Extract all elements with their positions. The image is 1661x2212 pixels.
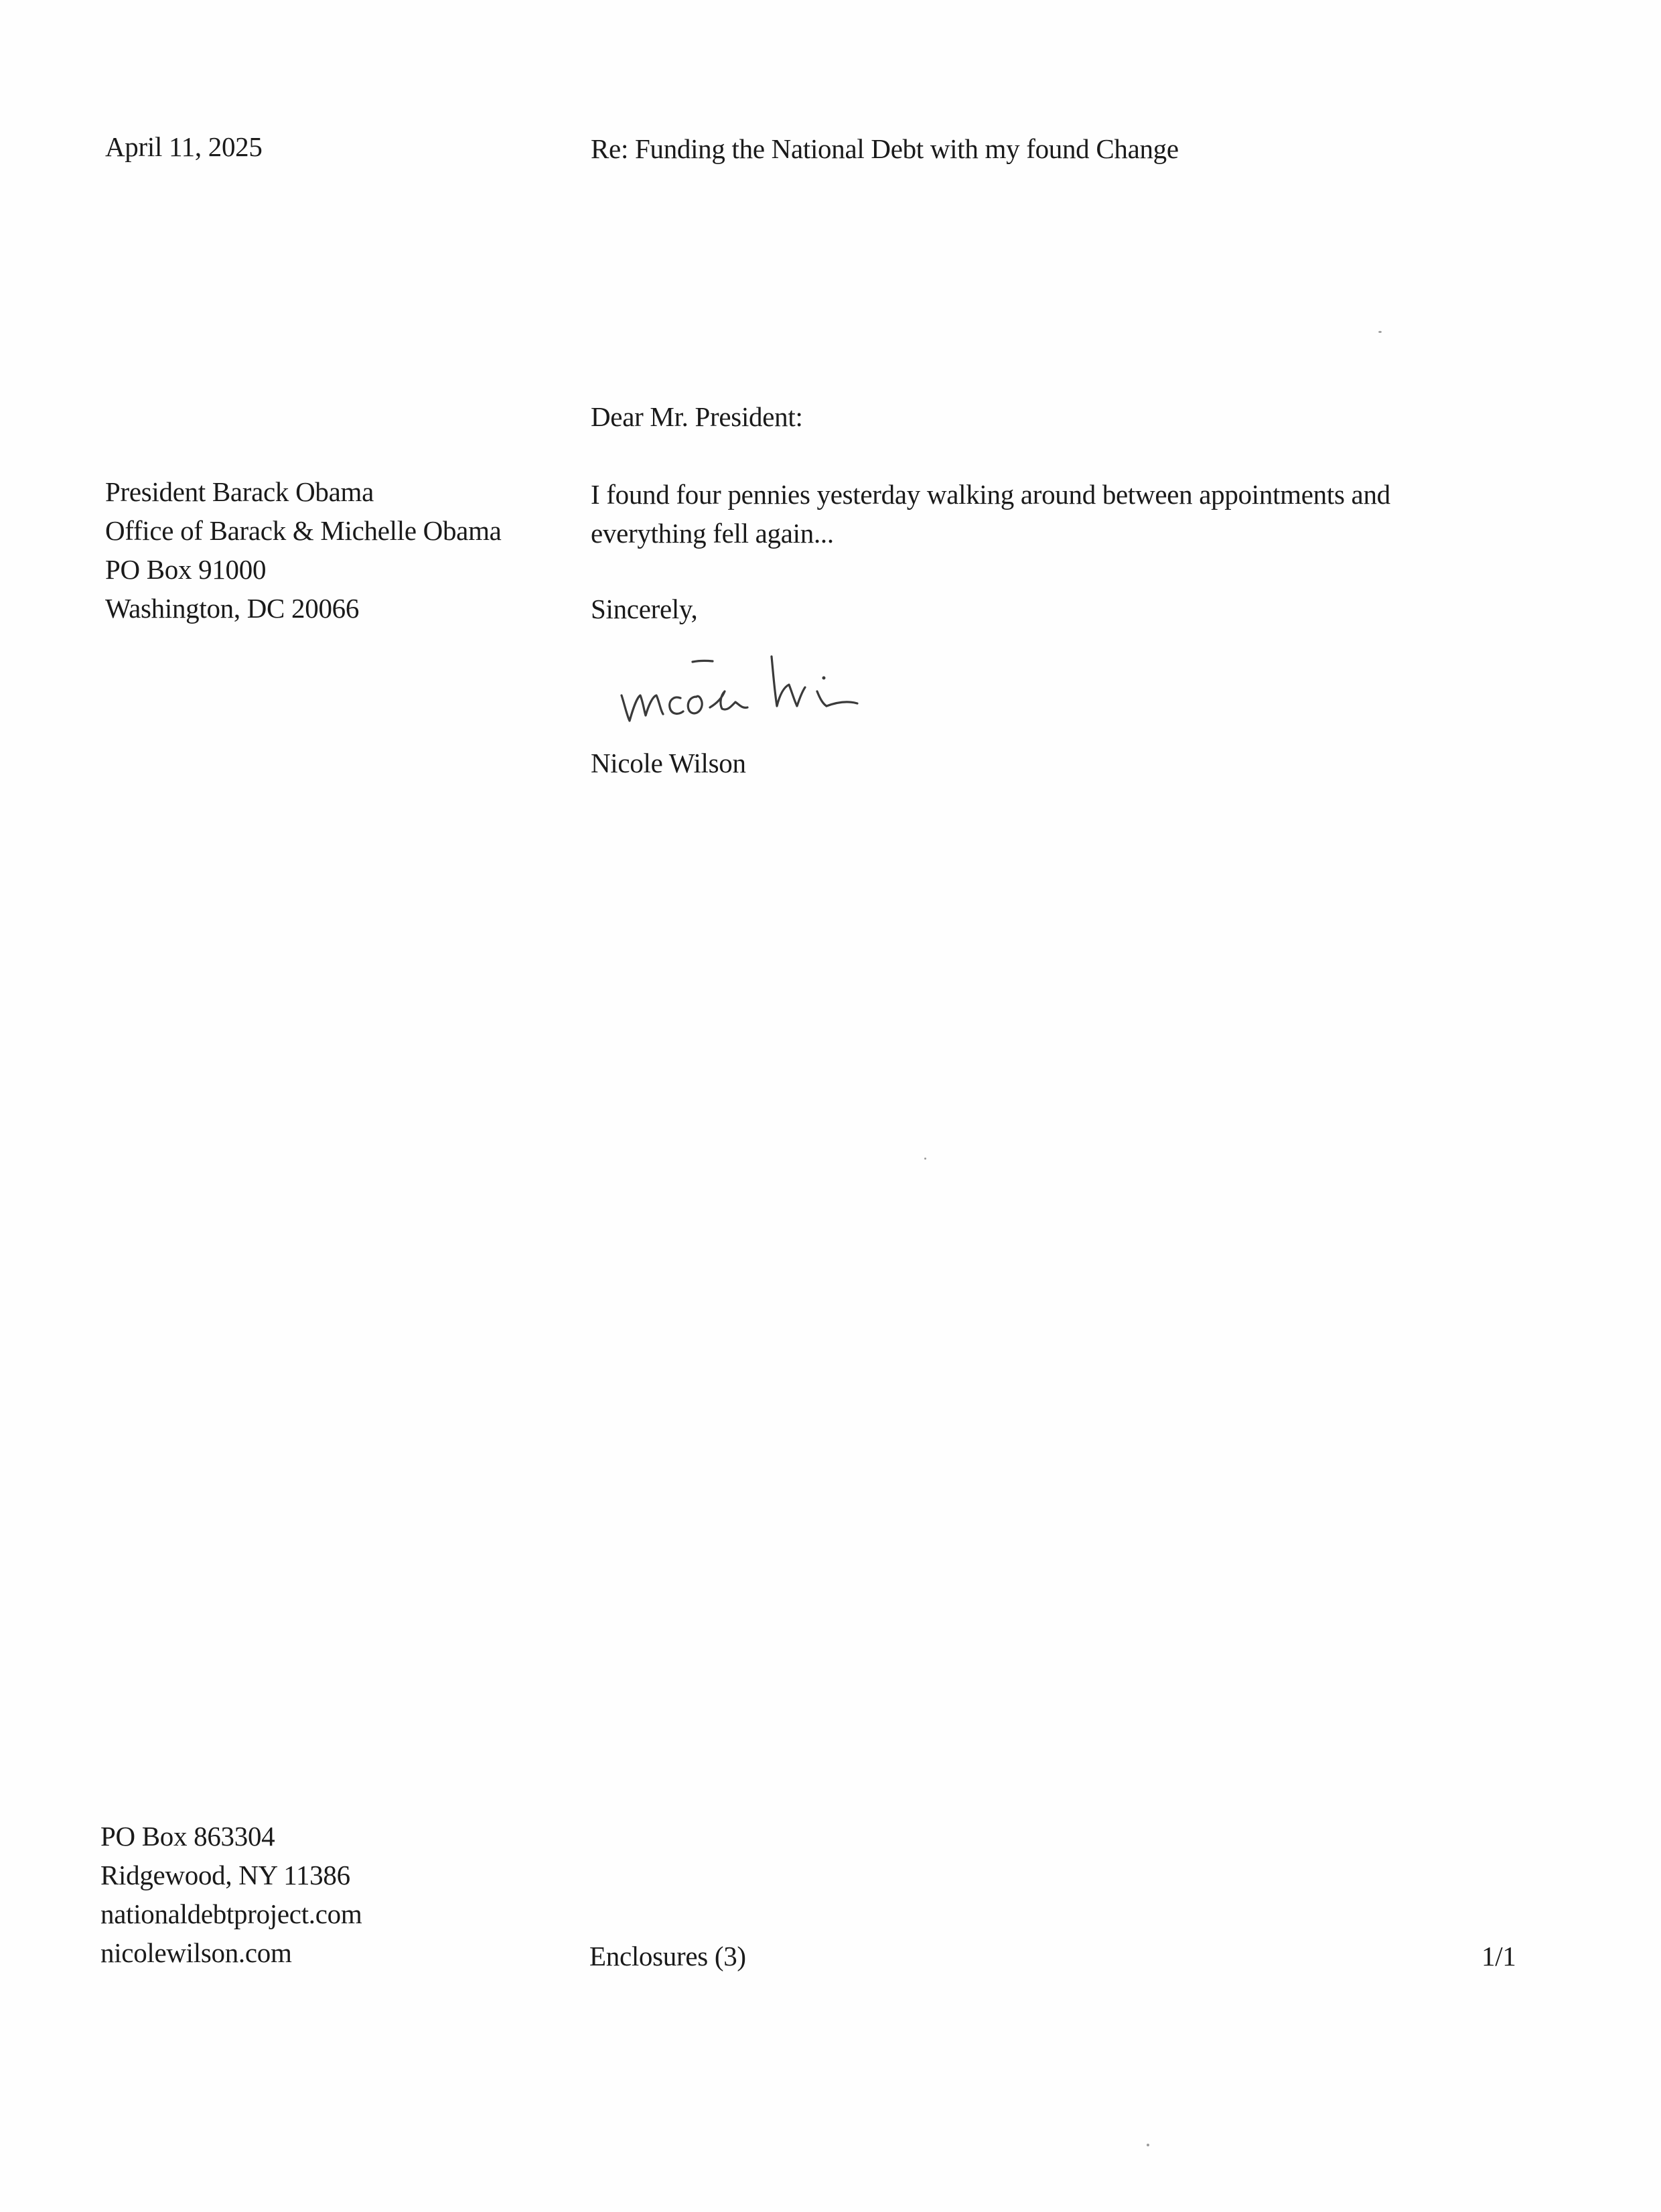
closing: Sincerely, [591,594,698,624]
letter-body [591,475,1390,553]
scan-speck [1147,2144,1149,2146]
sender-line: PO Box 863304 [100,1821,275,1852]
subject-line: Re: Funding the National Debt with my found Change [591,133,1179,164]
enclosures-note: Enclosures (3) [589,1941,746,1972]
sender-website: nicolewilson.com [100,1937,292,1968]
recipient-line: President Barack Obama [105,476,374,507]
handwritten-signature-icon [616,636,931,737]
sender-address [100,1817,362,1972]
recipient-line: Washington, DC 20066 [105,593,360,624]
sender-line: Ridgewood, NY 11386 [100,1860,350,1890]
recipient-line: PO Box 91000 [105,554,267,585]
body-line: I found four pennies yesterday walking around between appointments and [591,479,1390,510]
scan-speck [1378,331,1382,333]
letter-date: April 11, 2025 [105,131,263,162]
body-line: everything fell again... [591,518,834,549]
page-number: 1/1 [1482,1941,1516,1972]
scan-speck [924,1158,926,1160]
recipient-address [105,472,502,628]
sender-website: nationaldebtproject.com [100,1898,362,1929]
salutation: Dear Mr. President: [591,401,803,432]
recipient-line: Office of Barack & Michelle Obama [105,515,502,546]
signer-name: Nicole Wilson [591,748,746,778]
